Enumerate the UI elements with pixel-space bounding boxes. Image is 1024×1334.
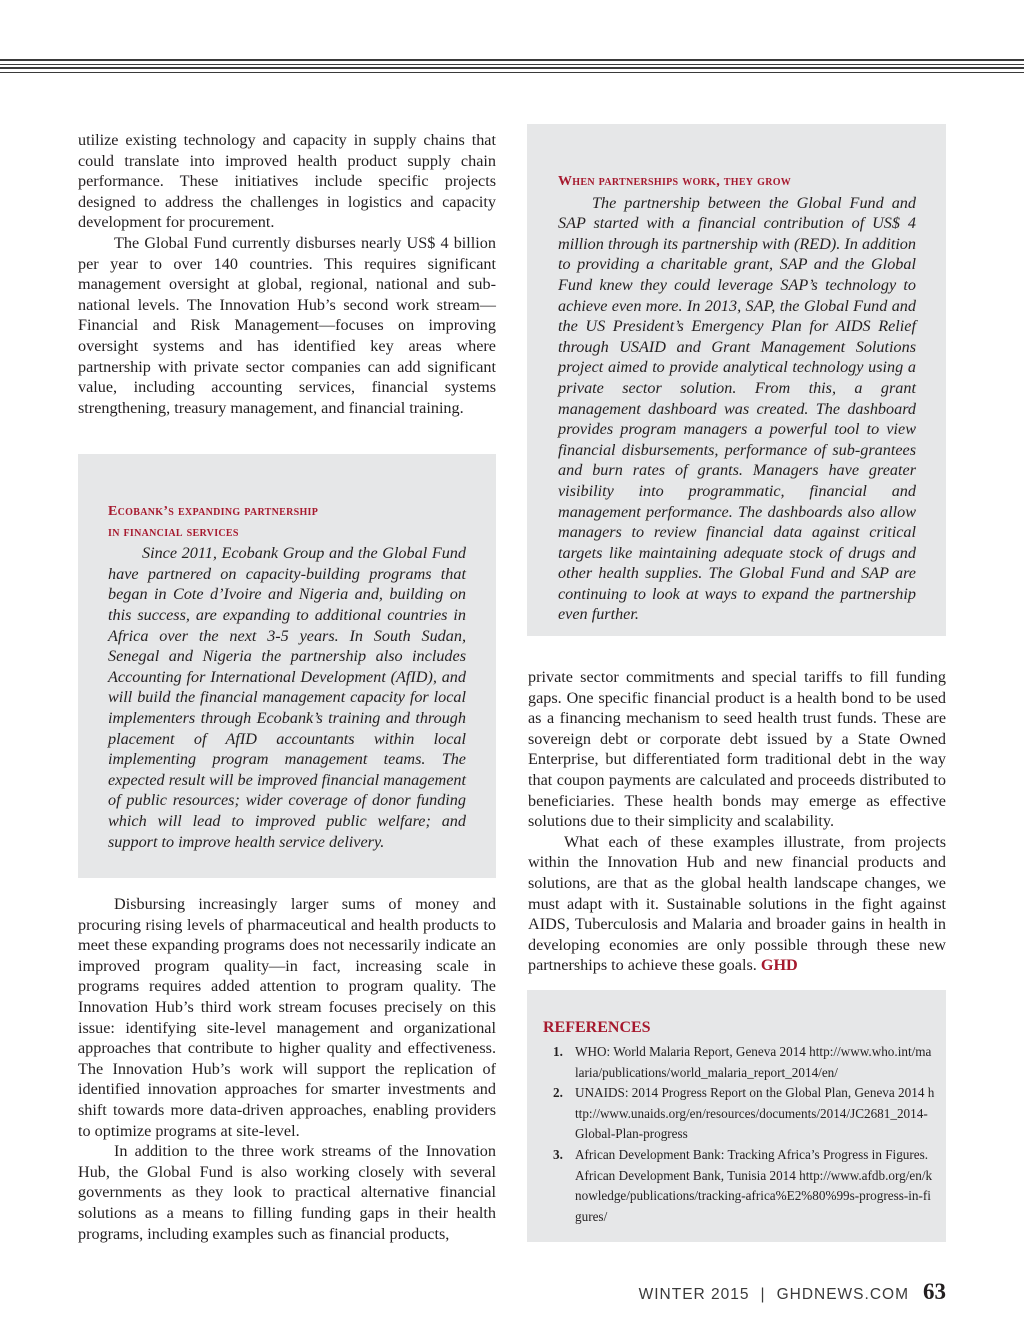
box-title-line: in financial services xyxy=(108,524,239,540)
right-column-text xyxy=(528,667,946,976)
references-box xyxy=(527,990,946,1242)
header-rule xyxy=(0,67,1024,69)
paragraph-text: What each of these examples illustrate, from projects within the Innovation Hub and new financial products and solutions, are that as the global health landscape changes, we must adapt with it. Sustainable solutions in the fight against AIDS, Tuberculosis and Malaria and broader gains in health in developing economies are only possible through these new partnerships to achieve these goals. xyxy=(528,832,946,975)
reference-text: African Development Bank: Tracking Africa’s Progress in Figures. African Development Bank, Tunisia 2014 http://www.afdb.org/en/knowledge/publications/tracking-africa%E2%80%99s-progress-in-figures/ xyxy=(575,1146,933,1224)
reference-item xyxy=(543,1042,935,1083)
ghd-end-mark: GHD xyxy=(760,956,798,975)
paragraph: The Global Fund currently disburses nearly US$ 4 billion per year to over 140 countries. This requires significant management oversight at global, regional, national and sub-national levels. The Innovation Hub’s second work stream—Financial and Risk Management—focuses on improving oversight systems and has identified key areas where partnership with private sector companies can add significant value, including accounting services, financial systems strengthening, treasury management, and financial training. xyxy=(78,233,496,417)
footer-site: GHDNEWS.COM xyxy=(776,1286,909,1303)
header-rule xyxy=(0,59,1024,61)
paragraph: private sector commitments and special tariffs to fill funding gaps. One specific financial product is a health bond to be used as a financing mechanism to seed health trust funds. These are sovereign debt or corporate debt issued by a State Owned Enterprise, but differentiated form traditional debt in the way that coupon payments are calculated and proceeds distributed to beneficiaries. These health bonds may emerge as effective solutions due to their simplicity and scalability. xyxy=(528,668,946,831)
paragraph: utilize existing technology and capacity in supply chains that could translate into improved health product supply chain performance. These initiatives include specific projects designed to address the challenges in logistics and capacity development for procurement. xyxy=(78,131,496,232)
references-list xyxy=(543,1042,935,1227)
paragraph: In addition to the three work streams of the Innovation Hub, the Global Fund is also working closely with several governments as they look to practical alternative financial solutions as a means to filling funding gaps in their health programs, including examples such as financial products, xyxy=(78,1142,496,1243)
page-number: 63 xyxy=(923,1279,946,1304)
paragraph: Disbursing increasingly larger sums of money and procuring rising levels of pharmaceutical and health products to meet these expanding programs does not necessarily indicate an improved program quality—in fact, increasing scale in programs requires added attention to program quality. The Innovation Hub’s third work stream focuses precisely on this issue: identifying site-level management and organizational approaches that contribute to higher quality and effectiveness. The Innovation Hub’s work will support the replication of identified innovation approaches for smarter investments and shift towards more data-driven approaches, enabling providers to optimize programs at site-level. xyxy=(78,895,496,1140)
reference-number: 1. xyxy=(553,1044,563,1059)
ecobank-sidebar-box xyxy=(78,454,496,878)
ecobank-box-body: Since 2011, Ecobank Group and the Global Fund have partnered on capacity-building programs that began in Cote d’Ivoire and Nigeria and, building on this success, are expanding to additional countries in Africa over the next 3-5 years. In South Sudan, Senegal and Nigeria the partnership also includes Accounting for International Development (AfID), and will build the financial management capacity for local implementers through Ecobank’s training and through placement of AfID accountants within local implementing program management teams. The expected result will be improved financial management of public resources; wider coverage of donor funding which will lead to improved public welfare; and support to improve health service delivery. xyxy=(108,544,466,851)
partnership-box-title: When partnerships work, they grow xyxy=(558,174,792,189)
page-footer xyxy=(639,1279,946,1309)
reference-text: WHO: World Malaria Report, Geneva 2014 http://www.who.int/malaria/publications/world_malaria_report_2014/en/ xyxy=(575,1044,932,1080)
paragraph xyxy=(528,832,946,976)
reference-text: UNAIDS: 2014 Progress Report on the Global Plan, Geneva 2014 http://www.unaids.org/en/resources/documents/2014/JC2681_2014-Global-Plan-progress xyxy=(575,1085,935,1142)
header-rule xyxy=(0,72,1024,73)
reference-item xyxy=(543,1083,935,1145)
left-column-bottom xyxy=(78,894,496,1244)
left-column-top xyxy=(78,130,496,418)
reference-number: 2. xyxy=(553,1085,563,1101)
partnership-sidebar-box xyxy=(527,124,946,636)
header-rule xyxy=(0,64,1024,65)
box-title-line: Ecobank’s expanding partnership xyxy=(108,504,319,519)
partnership-box-body: The partnership between the Global Fund and SAP started with a financial contribution of US$ 4 million through its partnership with (RED). In addition to providing a charitable grant, SAP and the Global Fund knew they could leverage SAP’s technology to achieve even more. In 2013, SAP, the Global Fund and the US President’s Emergency Plan for AIDS Relief through USAID and Grant Management Solutions project aimed to provide analytical technology using a private sector solution. From this, a grant management dashboard was created. The dashboard provides program managers a powerful tool to view financial disbursements, performance of sub-grantees and burn rates of grants. Managers have greater visibility into programmatic, financial and management performance. The dashboards also allow managers to review financial data against critical targets like maintaining adequate stock of drugs and other health supplies. The Global Fund and SAP are continuing to look at ways to expand the partnership even further. xyxy=(558,193,916,624)
reference-item xyxy=(543,1145,935,1227)
footer-separator: | xyxy=(760,1286,766,1303)
footer-issue: WINTER 2015 xyxy=(638,1286,750,1303)
ecobank-box-title xyxy=(108,502,466,543)
references-title: REFERENCES xyxy=(543,1019,651,1036)
reference-number: 3. xyxy=(553,1146,563,1162)
